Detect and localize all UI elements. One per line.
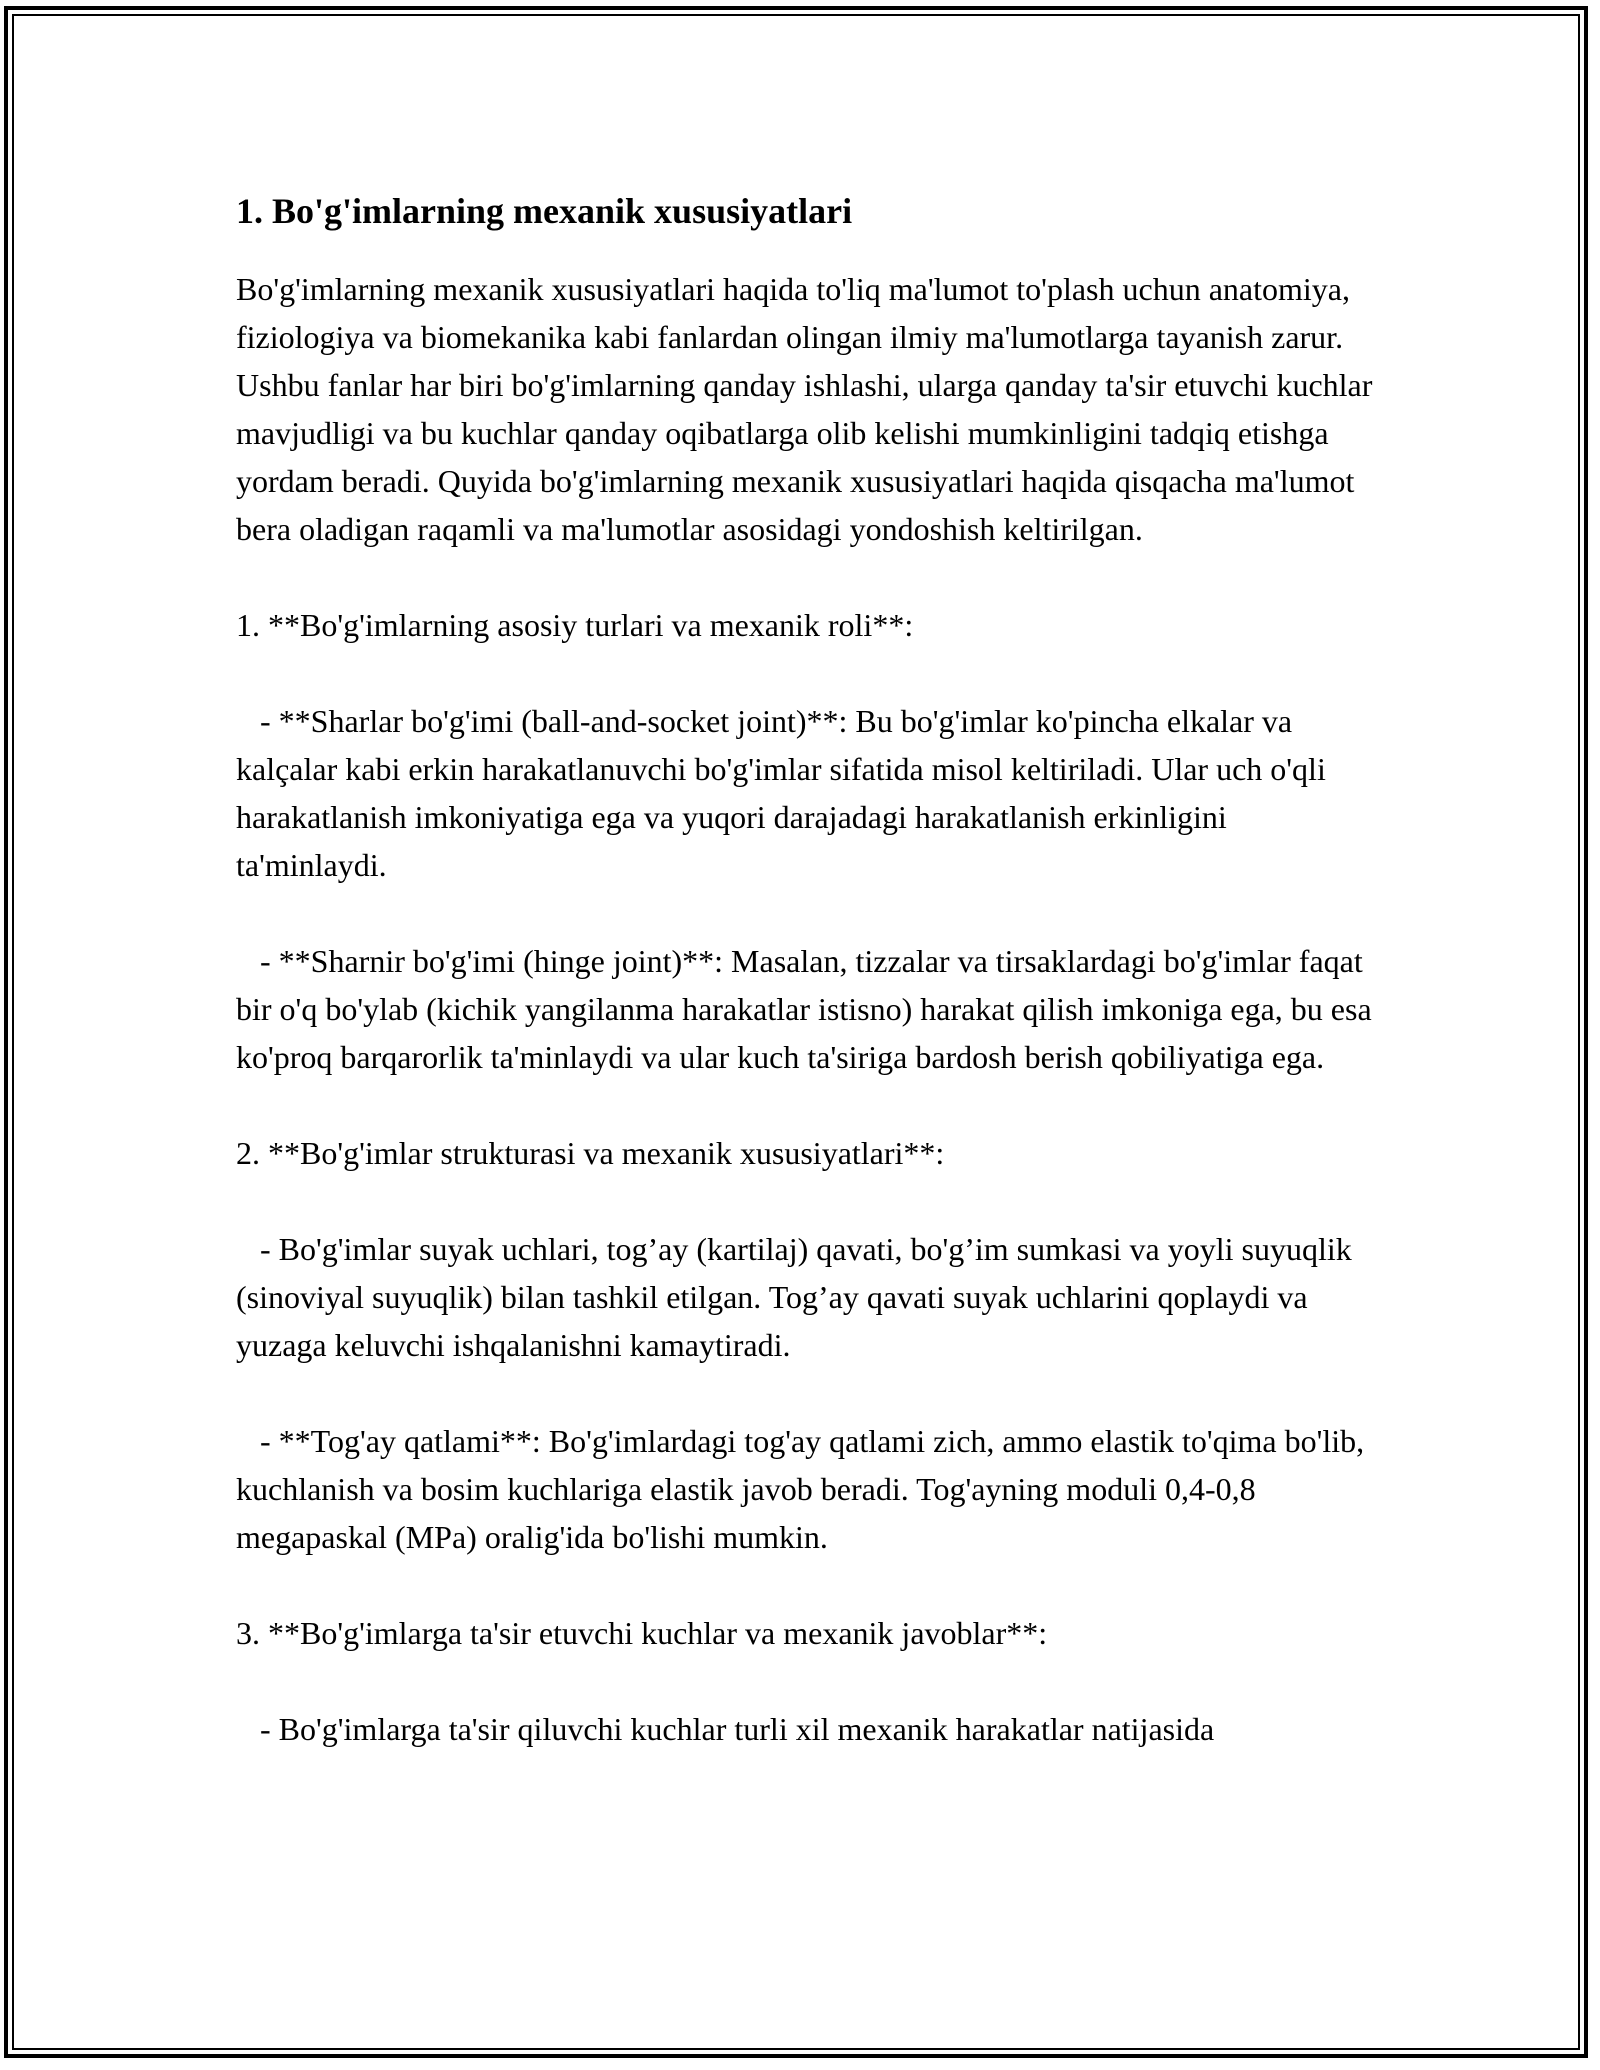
- paragraph-hinge-joint: - **Sharnir bo'g'imi (hinge joint)**: Masalan, tizzalar va tirsaklardagi bo'g'imlar faqat bir o'q bo'ylab (kichik yangilanma harakatlar istisno) harakat qilish imkoniga ega, bu esa ko'proq barqarorlik ta'minlaydi va ular kuch ta'siriga bardosh berish qobiliyatiga ega.: [236, 942, 1380, 1075]
- paragraph-section-3-heading: 3. **Bo'g'imlarga ta'sir etuvchi kuchlar va mexanik javoblar**:: [236, 1614, 1048, 1651]
- paragraph-ball-and-socket: - **Sharlar bo'g'imi (ball-and-socket joint)**: Bu bo'g'imlar ko'pincha elkalar va kalçalar kabi erkin harakatlanuvchi bo'g'imlar sifatida misol keltiriladi. Ular uch o'qli harakatlanish imkoniyatiga ega va yuqori darajadagi harakatlanish erkinligini ta'minlaydi.: [236, 702, 1334, 883]
- page-title: 1. Bo'g'imlarning mexanik xususiyatlari: [236, 191, 853, 231]
- paragraph-joint-structure: - Bo'g'imlar suyak uchlari, tog’ay (kartilaj) qavati, bo'g’im sumkasi va yoyli suyuqlik (sinoviyal suyuqlik) bilan tashkil etilgan. Tog’ay qavati suyak uchlarini qoplaydi va yuzaga keluvchi ishqalanishni kamaytiradi.: [236, 1230, 1360, 1363]
- paragraph-cartilage-layer: - **Tog'ay qatlami**: Bo'g'imlardagi tog'ay qatlami zich, ammo elastik to'qima bo'lib, kuchlanish va bosim kuchlariga elastik javob beradi. Tog'ayning moduli 0,4-0,8 megapaskal (MPa) oralig'ida bo'lishi mumkin.: [236, 1422, 1373, 1555]
- paragraph-section-1-heading: 1. **Bo'g'imlarning asosiy turlari va mexanik roli**:: [236, 606, 914, 643]
- paragraph-intro: Bo'g'imlarning mexanik xususiyatlari haqida to'liq ma'lumot to'plash uchun anatomiya, fiziologiya va biomekanika kabi fanlardan olingan ilmiy ma'lumotlarga tayanish zarur. Ushbu fanlar har biri bo'g'imlarning qanday ishlashi, ularga qanday ta'sir etuvchi kuchlar mavjudligi va bu kuchlar qanday oqibatlarga olib kelishi mumkinligini tadqiq etishga yordam beradi. Quyida bo'g'imlarning mexanik xususiyatlari haqida qisqacha ma'lumot bera oladigan raqamli va ma'lumotlar asosidagi yondoshish keltirilgan.: [236, 270, 1381, 547]
- document-body: [236, 188, 1381, 1801]
- paragraph-section-2-heading: 2. **Bo'g'imlar strukturasi va mexanik xususiyatlari**:: [236, 1134, 945, 1171]
- paragraph-forces: - Bo'g'imlarga ta'sir qiluvchi kuchlar turli xil mexanik harakatlar natijasida: [236, 1710, 1215, 1747]
